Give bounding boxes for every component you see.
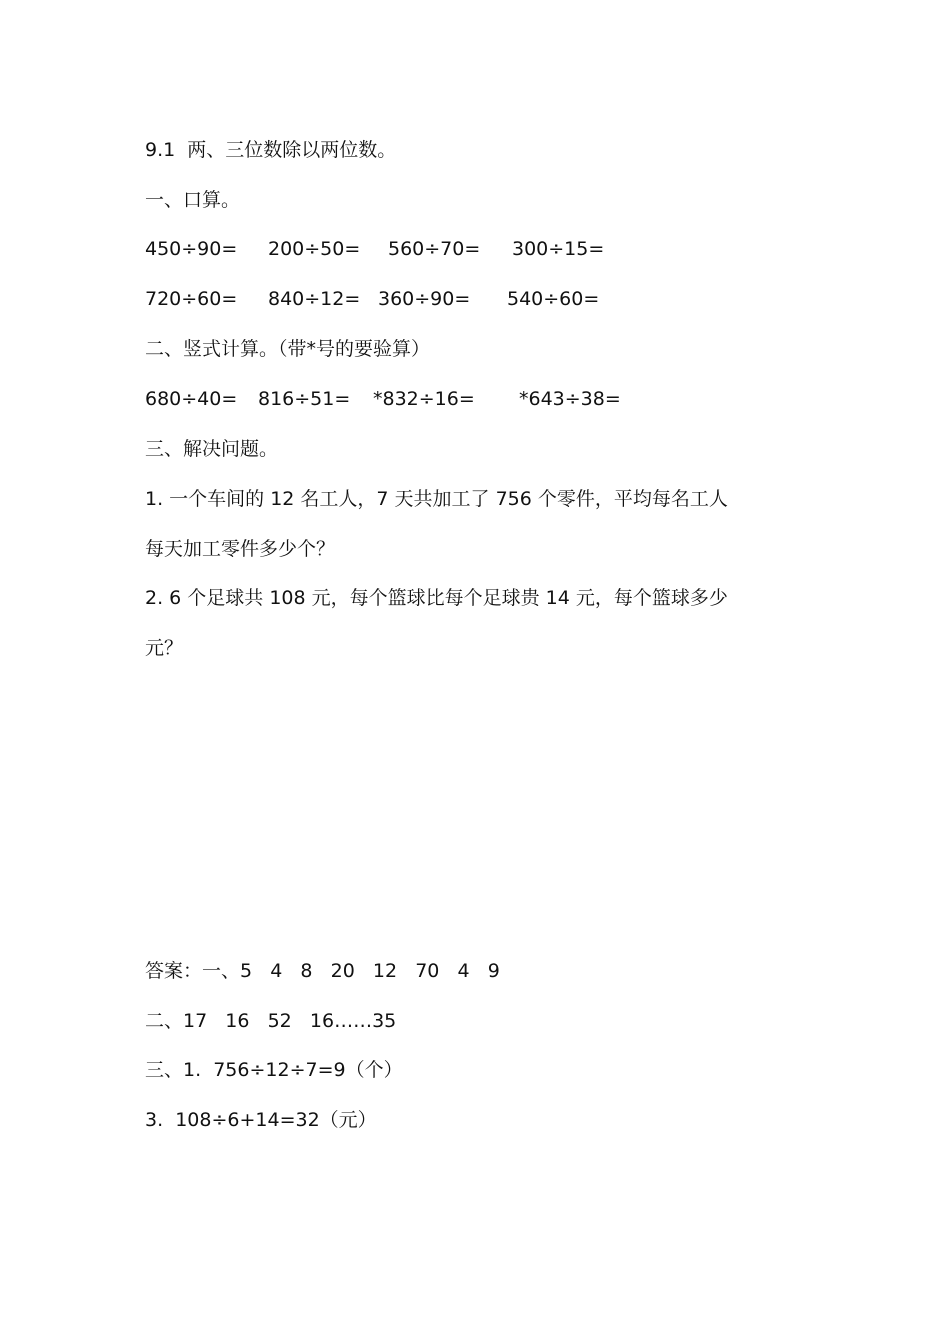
section1-heading: 一、口算。 (145, 189, 241, 211)
oral-calc-item: 450÷90= (145, 238, 238, 260)
answers-line-3: 三、1. 756÷12÷7=9（个） (145, 1059, 403, 1081)
question-2-line-1: 2. 6 个足球共 108 元，每个篮球比每个足球贵 14 元，每个篮球多少 (145, 587, 728, 609)
oral-calc-item: 560÷70= (388, 238, 481, 260)
vertical-calc-item: 816÷51= (258, 388, 351, 410)
oral-calc-item: 200÷50= (268, 238, 361, 260)
oral-calc-item: 840÷12= (268, 288, 361, 310)
vertical-calc-item: 680÷40= (145, 388, 238, 410)
question-2-line-2: 元？ (145, 637, 184, 659)
vertical-calc-item: *832÷16= (373, 388, 475, 410)
answers-line-4: 3. 108÷6+14=32（元） (145, 1109, 377, 1131)
answers-line-1: 答案：一、5 4 8 20 12 70 4 9 (145, 960, 500, 982)
section2-heading: 二、竖式计算。（带*号的要验算） (145, 338, 431, 360)
page-title: 9.1 两、三位数除以两位数。 (145, 139, 397, 161)
answers-line-2: 二、17 16 52 16……35 (145, 1010, 397, 1032)
section3-heading: 三、解决问题。 (145, 438, 279, 460)
question-1-line-1: 1. 一个车间的 12 名工人，7 天共加工了 756 个零件，平均每名工人 (145, 488, 728, 510)
oral-calc-item: 300÷15= (512, 238, 605, 260)
oral-calc-item: 540÷60= (507, 288, 600, 310)
oral-calc-item: 720÷60= (145, 288, 238, 310)
vertical-calc-item: *643÷38= (519, 388, 621, 410)
question-1-line-2: 每天加工零件多少个？ (145, 538, 336, 560)
oral-calc-item: 360÷90= (378, 288, 471, 310)
